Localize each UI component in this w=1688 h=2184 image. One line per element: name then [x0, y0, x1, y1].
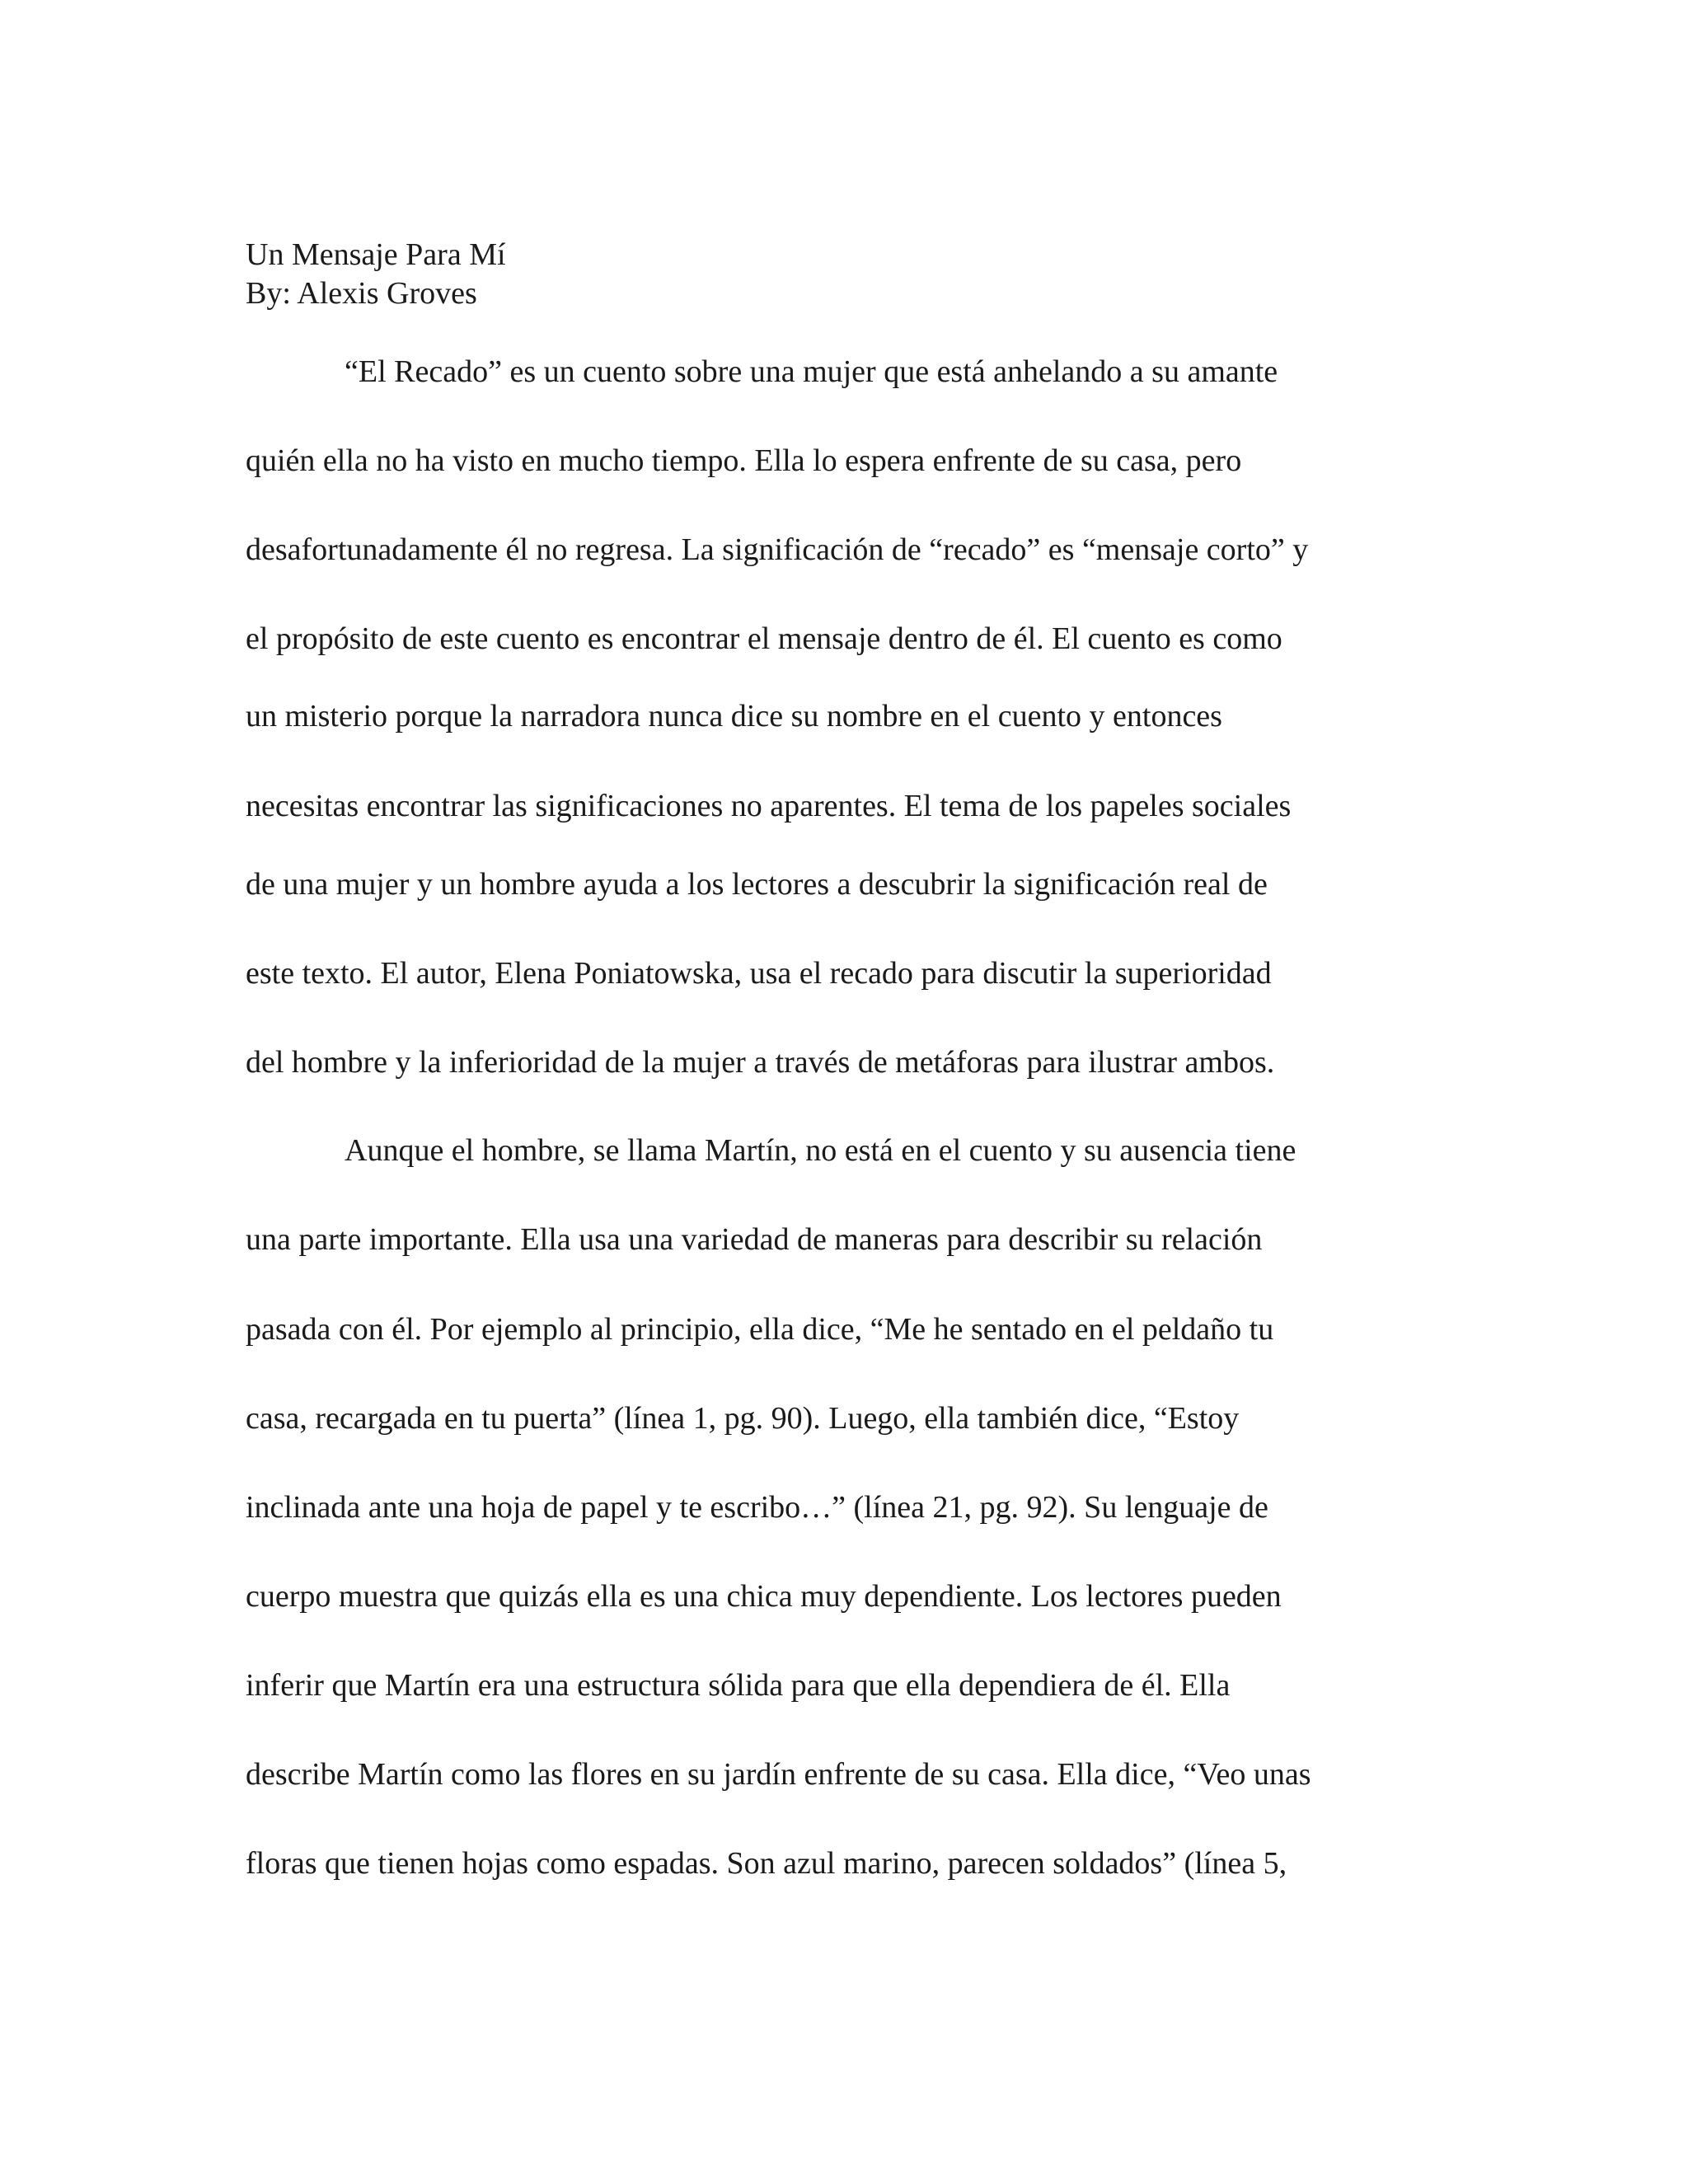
paragraph-2-line-7: inferir que Martín era una estructura sólida para que ella dependiera de él. Ella: [246, 1668, 1231, 1703]
paragraph-2-line-6: cuerpo muestra que quizás ella es una chica muy dependiente. Los lectores pueden: [246, 1579, 1282, 1614]
paragraph-2-line-5: inclinada ante una hoja de papel y te escribo…” (línea 21, pg. 92). Su lenguaje de: [246, 1490, 1268, 1525]
paragraph-2-line-1: Aunque el hombre, se llama Martín, no está en el cuento y su ausencia tiene: [345, 1133, 1296, 1168]
paragraph-1-line-3: desafortunadamente él no regresa. La significación de “recado” es “mensaje corto” y: [246, 532, 1309, 567]
document-title: Un Mensaje Para Mí: [246, 237, 506, 272]
paragraph-1-line-5: un misterio porque la narradora nunca dice su nombre en el cuento y entonces: [246, 699, 1222, 733]
paragraph-1-line-6: necesitas encontrar las significaciones no aparentes. El tema de los papeles sociales: [246, 789, 1292, 823]
document-byline: By: Alexis Groves: [246, 276, 477, 311]
paragraph-1-line-4: el propósito de este cuento es encontrar el mensaje dentro de él. El cuento es como: [246, 621, 1282, 656]
paragraph-1-line-9: del hombre y la inferioridad de la mujer a través de metáforas para ilustrar ambos.: [246, 1045, 1275, 1080]
paragraph-1-line-7: de una mujer y un hombre ayuda a los lectores a descubrir la significación real de: [246, 867, 1268, 902]
paragraph-1-line-1: “El Recado” es un cuento sobre una mujer que está anhelando a su amante: [345, 354, 1278, 389]
paragraph-1-line-2: quién ella no ha visto en mucho tiempo. Ella lo espera enfrente de su casa, pero: [246, 443, 1242, 478]
paragraph-2-line-2: una parte importante. Ella usa una variedad de maneras para describir su relación: [246, 1222, 1263, 1257]
paragraph-2-line-8: describe Martín como las flores en su jardín enfrente de su casa. Ella dice, “Veo unas: [246, 1757, 1311, 1792]
paragraph-1-line-8: este texto. El autor, Elena Poniatowska, usa el recado para discutir la superioridad: [246, 956, 1272, 991]
paragraph-2-line-3: pasada con él. Por ejemplo al principio, ella dice, “Me he sentado en el peldaño tu: [246, 1312, 1274, 1347]
paragraph-2-line-4: casa, recargada en tu puerta” (línea 1, pg. 90). Luego, ella también dice, “Estoy: [246, 1401, 1240, 1436]
document-header: [246, 236, 506, 313]
paragraph-2-line-9: floras que tienen hojas como espadas. Son azul marino, parecen soldados” (línea 5,: [246, 1846, 1287, 1881]
